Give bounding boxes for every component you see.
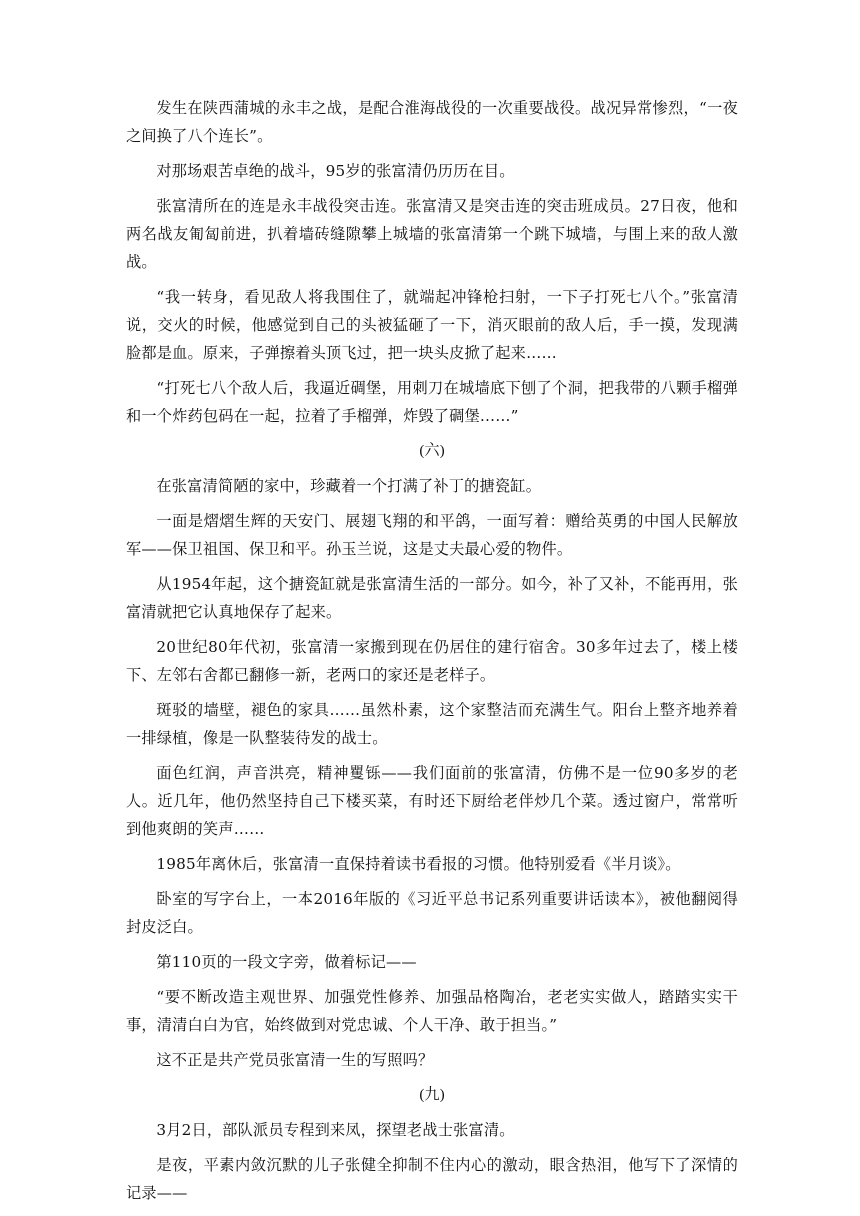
paragraph: 卧室的写字台上，一本2016年版的《习近平总书记系列重要讲话读本》，被他翻阅得封皮泛白。 — [126, 890, 738, 936]
paragraph: 在张富清简陋的家中，珍藏着一个打满了补丁的搪瓷缸。 — [156, 477, 542, 495]
paragraph: “我一转身，看见敌人将我围住了，就端起冲锋枪扫射，一下子打死七八个。”张富清说，交火的时候，他感觉到自己的头被猛砸了一下，消灭眼前的敌人后，手一摸，发现满脸都是血。原来，子弹擦着头顶飞过，把一块头皮掀了起来…… — [126, 288, 738, 362]
document-page — [126, 94, 738, 1214]
paragraph: 1985年离休后，张富清一直保持着读书看报的习惯。他特别爱看《半月谈》。 — [156, 855, 681, 873]
paragraph: “打死七八个敌人后，我逼近碉堡，用刺刀在城墙底下刨了个洞，把我带的八颗手榴弹和一个炸药包码在一起，拉着了手榴弹，炸毁了碉堡……” — [126, 379, 738, 425]
paragraph: 20世纪80年代初，张富清一家搬到现在仍居住的建行宿舍。30多年过去了，楼上楼下、左邻右舍都已翻修一新，老两口的家还是老样子。 — [126, 638, 738, 684]
paragraph: 3月2日，部队派员专程到来凤，探望老战士张富清。 — [156, 1121, 515, 1139]
section-heading: (六) — [419, 442, 445, 459]
paragraph: 是夜，平素内敛沉默的儿子张健全抑制不住内心的激动，眼含热泪，他写下了深情的记录—— — [126, 1156, 738, 1202]
paragraph: 斑驳的墙壁，褪色的家具……虽然朴素，这个家整洁而充满生气。阳台上整齐地养着一排绿植，像是一队整装待发的战士。 — [126, 701, 738, 747]
paragraph: 发生在陕西蒲城的永丰之战，是配合淮海战役的一次重要战役。战况异常惨烈，“一夜之间换了八个连长”。 — [126, 99, 738, 145]
quote-paragraph: “要不断改造主观世界、加强党性修养、加强品格陶冶，老老实实做人，踏踏实实干事，清清白白为官，始终做到对党忠诚、个人干净、敢于担当。” — [126, 988, 738, 1034]
paragraph: 对那场艰苦卓绝的战斗，95岁的张富清仍历历在目。 — [156, 162, 515, 180]
paragraph: 一面是熠熠生辉的天安门、展翅飞翔的和平鸽，一面写着：赠给英勇的中国人民解放军——保卫祖国、保卫和平。孙玉兰说，这是丈夫最心爱的物件。 — [126, 512, 738, 558]
paragraph: 第110页的一段文字旁，做着标记—— — [156, 953, 417, 971]
paragraph: 面色红润，声音洪亮，精神矍铄——我们面前的张富清，仿佛不是一位90多岁的老人。近几年，他仍然坚持自己下楼买菜，有时还下厨给老伴炒几个菜。透过窗户，常常听到他爽朗的笑声…… — [126, 764, 738, 838]
paragraph: 张富清所在的连是永丰战役突击连。张富清又是突击连的突击班成员。27日夜，他和两名战友匍匐前进，扒着墙砖缝隙攀上城墙的张富清第一个跳下城墙，与围上来的敌人激战。 — [126, 197, 738, 271]
paragraph: 这不正是共产党员张富清一生的写照吗？ — [156, 1051, 434, 1069]
section-heading: (九) — [419, 1086, 445, 1103]
paragraph: 从1954年起，这个搪瓷缸就是张富清生活的一部分。如今，补了又补，不能再用，张富清就把它认真地保存了起来。 — [126, 575, 738, 621]
